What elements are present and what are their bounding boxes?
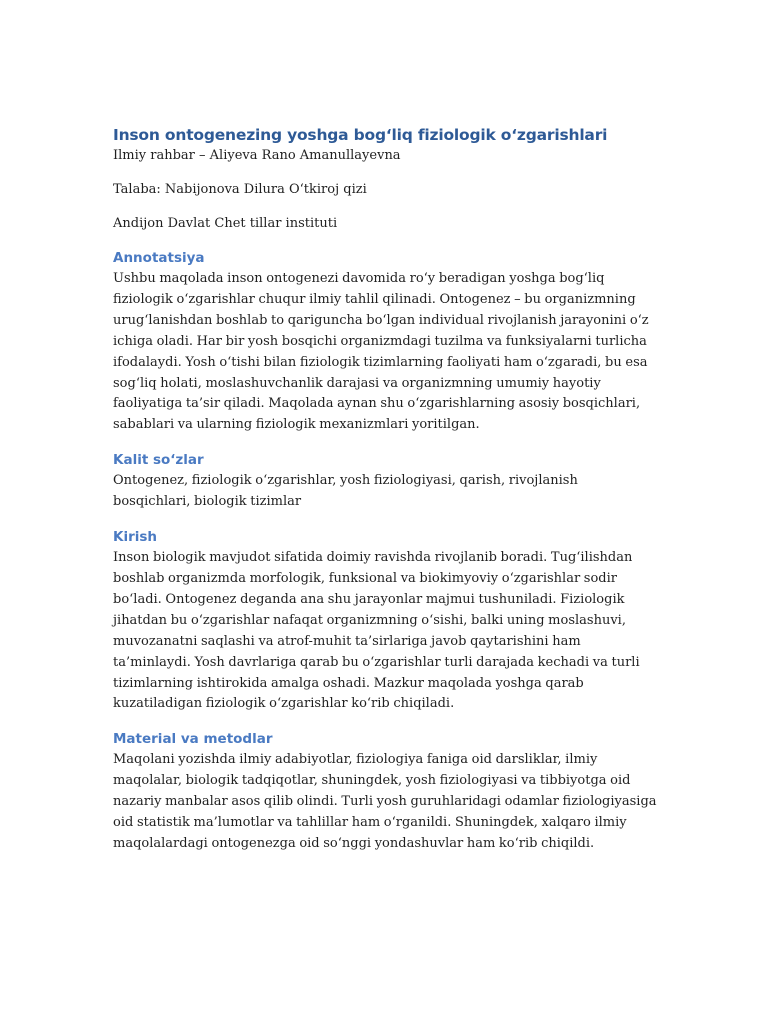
section-introduction [113,527,658,715]
student-line: Talaba: Nabijonova Dilura O‘tkiroj qizi [113,182,367,197]
section-heading: Material va metodlar [113,731,273,748]
section-materials-methods [113,729,658,855]
section-text: Inson biologik mavjudot sifatida doimiy ravishda rivojlanib boradi. Tug‘ilishdan boshlab organizmda morfologik, funksional va biokimyoviy o‘zgarishlar sodir bo‘ladi. Ontogenez deganda ana shu jarayonlar majmui tushuniladi. Fiziologik jihatdan bu o‘zgarishlar nafaqat organizmning o‘sishi, balki uning moslashuvi, muvozanatni saqlashi va atrof-muhit ta’sirlariga javob qaytarishini ham ta’minlaydi. Yosh davrlariga qarab bu o‘zgarishlar turli darajada kechadi va turli tizimlarning ishtirokida amalga oshadi. Mazkur maqolada yoshga qarab kuzatiladigan fiziologik o‘zgarishlar ko‘rib chiqiladi. [113,550,640,712]
supervisor-line: Ilmiy rahbar – Aliyeva Rano Amanullayevna [113,148,401,163]
section-heading: Annotatsiya [113,250,205,266]
section-keywords [113,450,658,513]
section-annotation [113,248,658,436]
institution-line: Andijon Davlat Chet tillar instituti [113,216,338,231]
section-heading: Kirish [113,529,158,546]
section-text: Maqolani yozishda ilmiy adabiyotlar, fiziologiya faniga oid darsliklar, ilmiy maqolalar, biologik tadqiqotlar, shuningdek, yosh fiziologiyasi va tibbiyotga oid nazariy manbalar asos qilib olindi. Turli yosh guruhlaridagi odamlar fiziologiyasiga oid statistik ma’lumotlar va tahlillar ham o‘rganildi. Shuningdek, xalqaro ilmiy maqolalardagi ontogenezga oid so‘nggi yondashuvlar ham ko‘rib chiqildi. [113,752,657,851]
page-title: Inson ontogenezing yoshga bog‘liq fiziologik o‘zgarishlari [113,126,608,144]
section-text: Ushbu maqolada inson ontogenezi davomida ro‘y beradigan yoshga bog‘liq fiziologik o‘zgarishlar chuqur ilmiy tahlil qilinadi. Ontogenez – bu organizmning urug‘lanishdan boshlab to qariguncha bo‘lgan individual rivojlanish jarayonini o‘z ichiga oladi. Har bir yosh bosqichi organizmdagi tuzilma va funksiyalarni turlicha ifodalaydi. Yosh o‘tishi bilan fiziologik tizimlarning faoliyati ham o‘zgaradi, bu esa sog‘liq holati, moslashuvchanlik darajasi va organizmning umumiy hayotiy faoliyatiga ta’sir qiladi. Maqolada aynan shu o‘zgarishlarning asosiy bosqichlari, sabablari va ularning fiziologik mexanizmlari yoritilgan. [113,271,649,433]
section-text: Ontogenez, fiziologik o‘zgarishlar, yosh fiziologiyasi, qarish, rivojlanish bosqichlari, biologik tizimlar [113,473,578,510]
document-page [113,124,658,855]
section-heading: Kalit so‘zlar [113,452,204,469]
